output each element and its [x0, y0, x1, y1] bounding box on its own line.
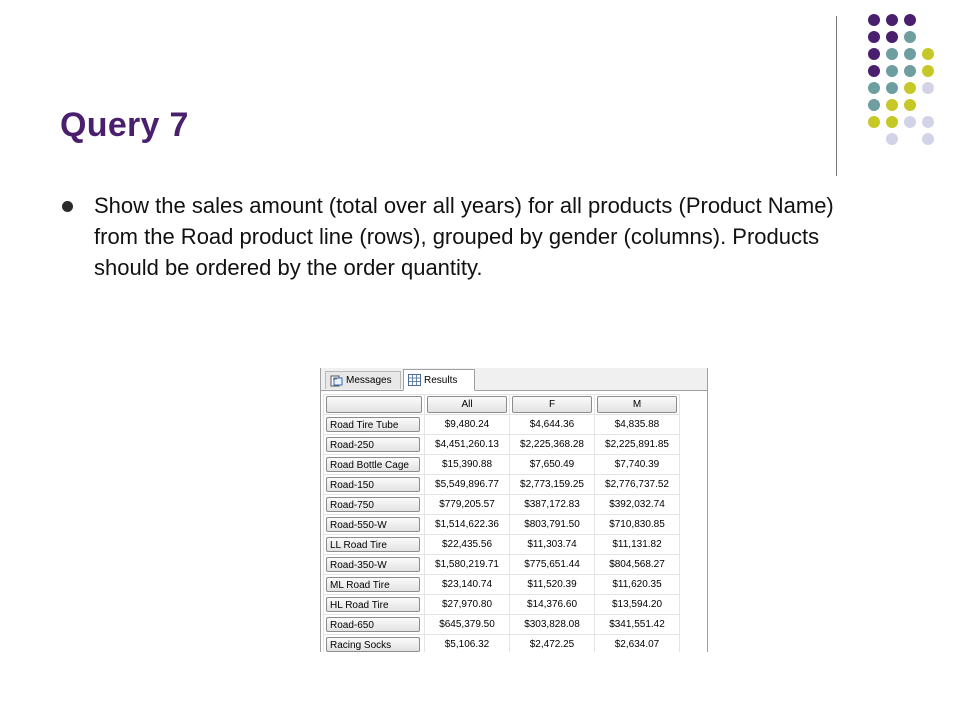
slide-title: Query 7 [60, 106, 189, 144]
decorative-dot [886, 82, 898, 94]
cell-f[interactable]: $4,644.36 [510, 415, 595, 435]
row-header-product[interactable]: ML Road Tire [326, 577, 420, 592]
decorative-dot [904, 48, 916, 60]
row-header-cell[interactable] [324, 575, 425, 595]
decorative-dot [904, 31, 916, 43]
tab-results[interactable] [403, 369, 475, 391]
cell-m[interactable]: $13,594.20 [595, 595, 680, 615]
query-results-window [320, 368, 708, 652]
cell-all[interactable]: $9,480.24 [425, 415, 510, 435]
cell-f[interactable]: $303,828.08 [510, 615, 595, 635]
results-grid-icon [408, 374, 421, 386]
decorative-dot [886, 48, 898, 60]
cell-m[interactable]: $341,551.42 [595, 615, 680, 635]
cell-f[interactable]: $11,303.74 [510, 535, 595, 555]
bullet-text: Show the sales amount (total over all years) for all products (Product Name) from the Road product line (rows), grouped by gender (columns). Products should be ordered by the order quantity. [94, 193, 834, 280]
cell-f[interactable]: $11,520.39 [510, 575, 595, 595]
cell-m[interactable]: $2,225,891.85 [595, 435, 680, 455]
decorative-dot [886, 116, 898, 128]
cell-f[interactable]: $803,791.50 [510, 515, 595, 535]
decorative-dot [904, 116, 916, 128]
decorative-dot-grid [850, 14, 950, 154]
table-row [324, 635, 680, 653]
row-header-cell[interactable] [324, 455, 425, 475]
decorative-dot [922, 82, 934, 94]
table-row [324, 515, 680, 535]
column-header-m-label[interactable]: M [597, 396, 677, 413]
row-header-cell[interactable] [324, 435, 425, 455]
row-header-product[interactable]: Road Tire Tube [326, 417, 420, 432]
table-row [324, 615, 680, 635]
row-header-cell[interactable] [324, 515, 425, 535]
results-header-row [324, 395, 680, 415]
cell-m[interactable]: $2,776,737.52 [595, 475, 680, 495]
row-header-cell[interactable] [324, 535, 425, 555]
column-header-f-label[interactable]: F [512, 396, 592, 413]
table-row [324, 455, 680, 475]
row-header-cell[interactable] [324, 595, 425, 615]
cell-f[interactable]: $14,376.60 [510, 595, 595, 615]
decorative-dot [868, 48, 880, 60]
cell-all[interactable]: $23,140.74 [425, 575, 510, 595]
cell-all[interactable]: $779,205.57 [425, 495, 510, 515]
cell-f[interactable]: $775,651.44 [510, 555, 595, 575]
row-header-product[interactable]: Road-750 [326, 497, 420, 512]
row-header-cell[interactable] [324, 635, 425, 653]
decorative-dot [904, 14, 916, 26]
row-header-product[interactable]: HL Road Tire [326, 597, 420, 612]
row-header-product[interactable]: Road Bottle Cage [326, 457, 420, 472]
cell-m[interactable]: $2,634.07 [595, 635, 680, 653]
decorative-dot [922, 116, 934, 128]
bullet-dot-icon [62, 201, 73, 212]
decorative-dot [886, 65, 898, 77]
decorative-dot [922, 133, 934, 145]
decorative-dot [886, 133, 898, 145]
table-row [324, 435, 680, 455]
column-header-all-label[interactable]: All [427, 396, 507, 413]
row-header-cell[interactable] [324, 615, 425, 635]
column-header-all[interactable] [425, 395, 510, 415]
cell-m[interactable]: $804,568.27 [595, 555, 680, 575]
cell-all[interactable]: $645,379.50 [425, 615, 510, 635]
decorative-dot [904, 82, 916, 94]
row-header-product[interactable]: Road-650 [326, 617, 420, 632]
cell-all[interactable]: $5,549,896.77 [425, 475, 510, 495]
cell-m[interactable]: $11,131.82 [595, 535, 680, 555]
cell-all[interactable]: $22,435.56 [425, 535, 510, 555]
tab-messages[interactable] [325, 371, 401, 389]
row-header-product[interactable]: Road-550-W [326, 517, 420, 532]
results-body [324, 415, 680, 653]
tab-results-label: Results [424, 374, 458, 386]
table-row [324, 415, 680, 435]
table-row [324, 475, 680, 495]
row-header-product[interactable]: Road-250 [326, 437, 420, 452]
column-header-f[interactable] [510, 395, 595, 415]
messages-icon [330, 375, 343, 387]
row-header-cell[interactable] [324, 555, 425, 575]
decorative-dot [868, 116, 880, 128]
decorative-dot [886, 31, 898, 43]
decorative-dot [868, 14, 880, 26]
row-header-cell[interactable] [324, 415, 425, 435]
cell-f[interactable]: $2,773,159.25 [510, 475, 595, 495]
decorative-dot [922, 65, 934, 77]
table-row [324, 535, 680, 555]
cell-all[interactable]: $1,514,622.36 [425, 515, 510, 535]
row-header-cell[interactable] [324, 495, 425, 515]
row-header-product[interactable]: LL Road Tire [326, 537, 420, 552]
results-grid [323, 394, 680, 652]
decorative-dot [886, 14, 898, 26]
cell-m[interactable]: $710,830.85 [595, 515, 680, 535]
row-header-product[interactable]: Road-350-W [326, 557, 420, 572]
cell-m[interactable]: $11,620.35 [595, 575, 680, 595]
decorative-dot [868, 82, 880, 94]
table-row [324, 495, 680, 515]
cell-all[interactable]: $1,580,219.71 [425, 555, 510, 575]
bullet-item [60, 190, 860, 283]
row-header-cell[interactable] [324, 475, 425, 495]
cell-f[interactable]: $2,225,368.28 [510, 435, 595, 455]
cell-f[interactable]: $7,650.49 [510, 455, 595, 475]
row-header-product[interactable]: Road-150 [326, 477, 420, 492]
decorative-dot [868, 99, 880, 111]
table-row [324, 595, 680, 615]
corner-header[interactable] [326, 396, 422, 413]
cell-all[interactable]: $15,390.88 [425, 455, 510, 475]
cell-m[interactable]: $392,032.74 [595, 495, 680, 515]
results-tab-bar [321, 368, 707, 391]
column-header-m[interactable] [595, 395, 680, 415]
decorative-dot [904, 99, 916, 111]
cell-all[interactable]: $27,970.80 [425, 595, 510, 615]
cell-all[interactable]: $4,451,260.13 [425, 435, 510, 455]
decorative-dot [868, 31, 880, 43]
table-row [324, 575, 680, 595]
table-row [324, 555, 680, 575]
cell-all[interactable]: $5,106.32 [425, 635, 510, 653]
decorative-dot [886, 99, 898, 111]
cell-m[interactable]: $4,835.88 [595, 415, 680, 435]
cell-f[interactable]: $2,472.25 [510, 635, 595, 653]
tab-messages-label: Messages [346, 375, 392, 386]
decorative-dot [868, 65, 880, 77]
decorative-dot [922, 48, 934, 60]
cell-f[interactable]: $387,172.83 [510, 495, 595, 515]
decorative-divider-line [836, 16, 837, 176]
cell-m[interactable]: $7,740.39 [595, 455, 680, 475]
corner-header-cell[interactable] [324, 395, 425, 415]
row-header-product[interactable]: Racing Socks [326, 637, 420, 652]
decorative-dot [904, 65, 916, 77]
